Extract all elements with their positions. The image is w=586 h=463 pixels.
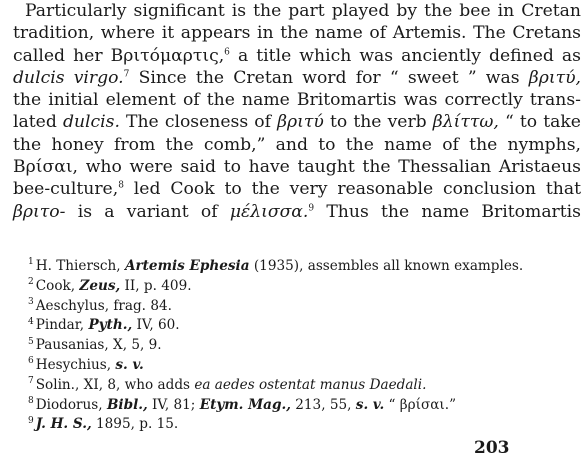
text-run: tradition, where it appears in the name of Artemis. The Cretans: [13, 23, 581, 44]
text-run: the initial element of the name Britomartis was correctly trans-: [13, 90, 581, 111]
text-run: “ to take: [498, 112, 581, 133]
text-run: IV, 60.: [132, 317, 180, 334]
text-run: 7: [28, 376, 34, 387]
greek-word: βριτύ,: [528, 67, 581, 88]
text-run: 2: [28, 277, 34, 288]
text-run: 8: [28, 396, 34, 407]
text-run: Since the Cretan word for “ sweet ” was: [129, 67, 529, 88]
text-run: dulcis virgo.: [13, 67, 124, 88]
footnote: [28, 396, 568, 416]
text-run: 4: [28, 316, 34, 327]
text-run: Thus the name Britomartis: [314, 201, 582, 222]
text-run: 6: [28, 356, 34, 367]
text-run: Etym. Mag.,: [199, 396, 291, 413]
text-run: lated: [13, 112, 63, 133]
greek-word: Βριτόμαρτις,: [110, 45, 225, 66]
text-run: 9: [28, 415, 34, 426]
footnote: [28, 415, 568, 435]
body-line: [13, 67, 581, 89]
body-paragraph: [13, 0, 581, 223]
body-line: [13, 134, 581, 156]
text-run: 3: [28, 297, 34, 308]
greek-word: μέλισσα.: [229, 201, 309, 222]
greek-word: βλίττω,: [432, 112, 499, 133]
footnote-ref: 8: [118, 180, 124, 191]
text-run: H. Thiersch,: [35, 258, 125, 274]
footnote-ref: 9: [308, 202, 315, 213]
text-run: Pindar,: [35, 317, 89, 334]
footnote: [28, 257, 568, 277]
text-run: Artemis Ephesia: [124, 258, 250, 274]
text-run: who were said to have taught the Thessalian Aristaeus: [78, 157, 581, 178]
body-line: [13, 45, 581, 67]
text-run: (1935), assembles all known examples.: [249, 258, 524, 274]
text-run: 5: [28, 336, 34, 347]
text-run: s. v.: [355, 396, 385, 413]
footnote-ref: 6: [224, 46, 230, 57]
text-run: Zeus,: [79, 277, 121, 294]
body-line: [13, 22, 581, 44]
text-run: The closeness of: [119, 112, 278, 133]
body-line: [13, 178, 581, 200]
body-line: [13, 89, 581, 111]
page-number: 203: [474, 438, 510, 458]
text-run: called her: [13, 45, 111, 66]
text-run: s. v.: [115, 356, 144, 373]
text-run: to the verb: [323, 112, 433, 133]
body-line: [13, 111, 581, 133]
text-run: II, p. 409.: [120, 277, 192, 294]
greek-word: Βρίσαι,: [13, 157, 79, 178]
body-line: [13, 201, 581, 223]
footnote: [28, 336, 568, 356]
text-run: a title which was anciently defined as: [229, 45, 581, 66]
text-run: bee-culture,: [13, 179, 119, 200]
text-run: the honey from the comb,” and to the name of the nymphs,: [13, 134, 581, 155]
footnote: [28, 356, 568, 376]
text-run: IV, 81;: [147, 396, 200, 413]
text-run: Cook,: [35, 277, 80, 294]
text-run: Pyth.,: [88, 317, 133, 334]
text-run: 1895, p. 15.: [91, 416, 179, 433]
greek-word: βριτο-: [13, 201, 66, 222]
text-run: Bibl.,: [106, 396, 148, 413]
text-run: Particularly significant is the part played by the bee in Cretan: [25, 1, 581, 21]
footnote: [28, 316, 568, 336]
text-run: led Cook to the very reasonable conclusion that: [123, 179, 581, 200]
text-run: Hesychius,: [35, 356, 116, 373]
text-run: 213, 55,: [290, 396, 356, 413]
text-run: Solin., XI, 8, who adds: [35, 376, 195, 393]
text-run: ea aedes ostentat manus Daedali.: [194, 376, 427, 393]
greek-word: βριτύ: [277, 112, 324, 133]
text-run: “ βρίσαι.”: [384, 396, 457, 413]
footnote-ref: 7: [123, 69, 130, 80]
body-line: [13, 156, 581, 178]
footnote: [28, 376, 568, 396]
body-line: [13, 0, 581, 22]
footnote: [28, 297, 568, 317]
text-run: 1: [28, 257, 34, 268]
text-run: is a variant of: [65, 201, 230, 222]
footnotes: [28, 257, 568, 435]
footnote: [28, 277, 568, 297]
text-run: J. H. S.,: [35, 416, 92, 433]
text-run: Aeschylus, frag. 84.: [35, 297, 172, 314]
text-run: Diodorus,: [35, 396, 107, 413]
text-run: dulcis.: [62, 112, 120, 133]
text-run: Pausanias, X, 5, 9.: [35, 337, 162, 354]
